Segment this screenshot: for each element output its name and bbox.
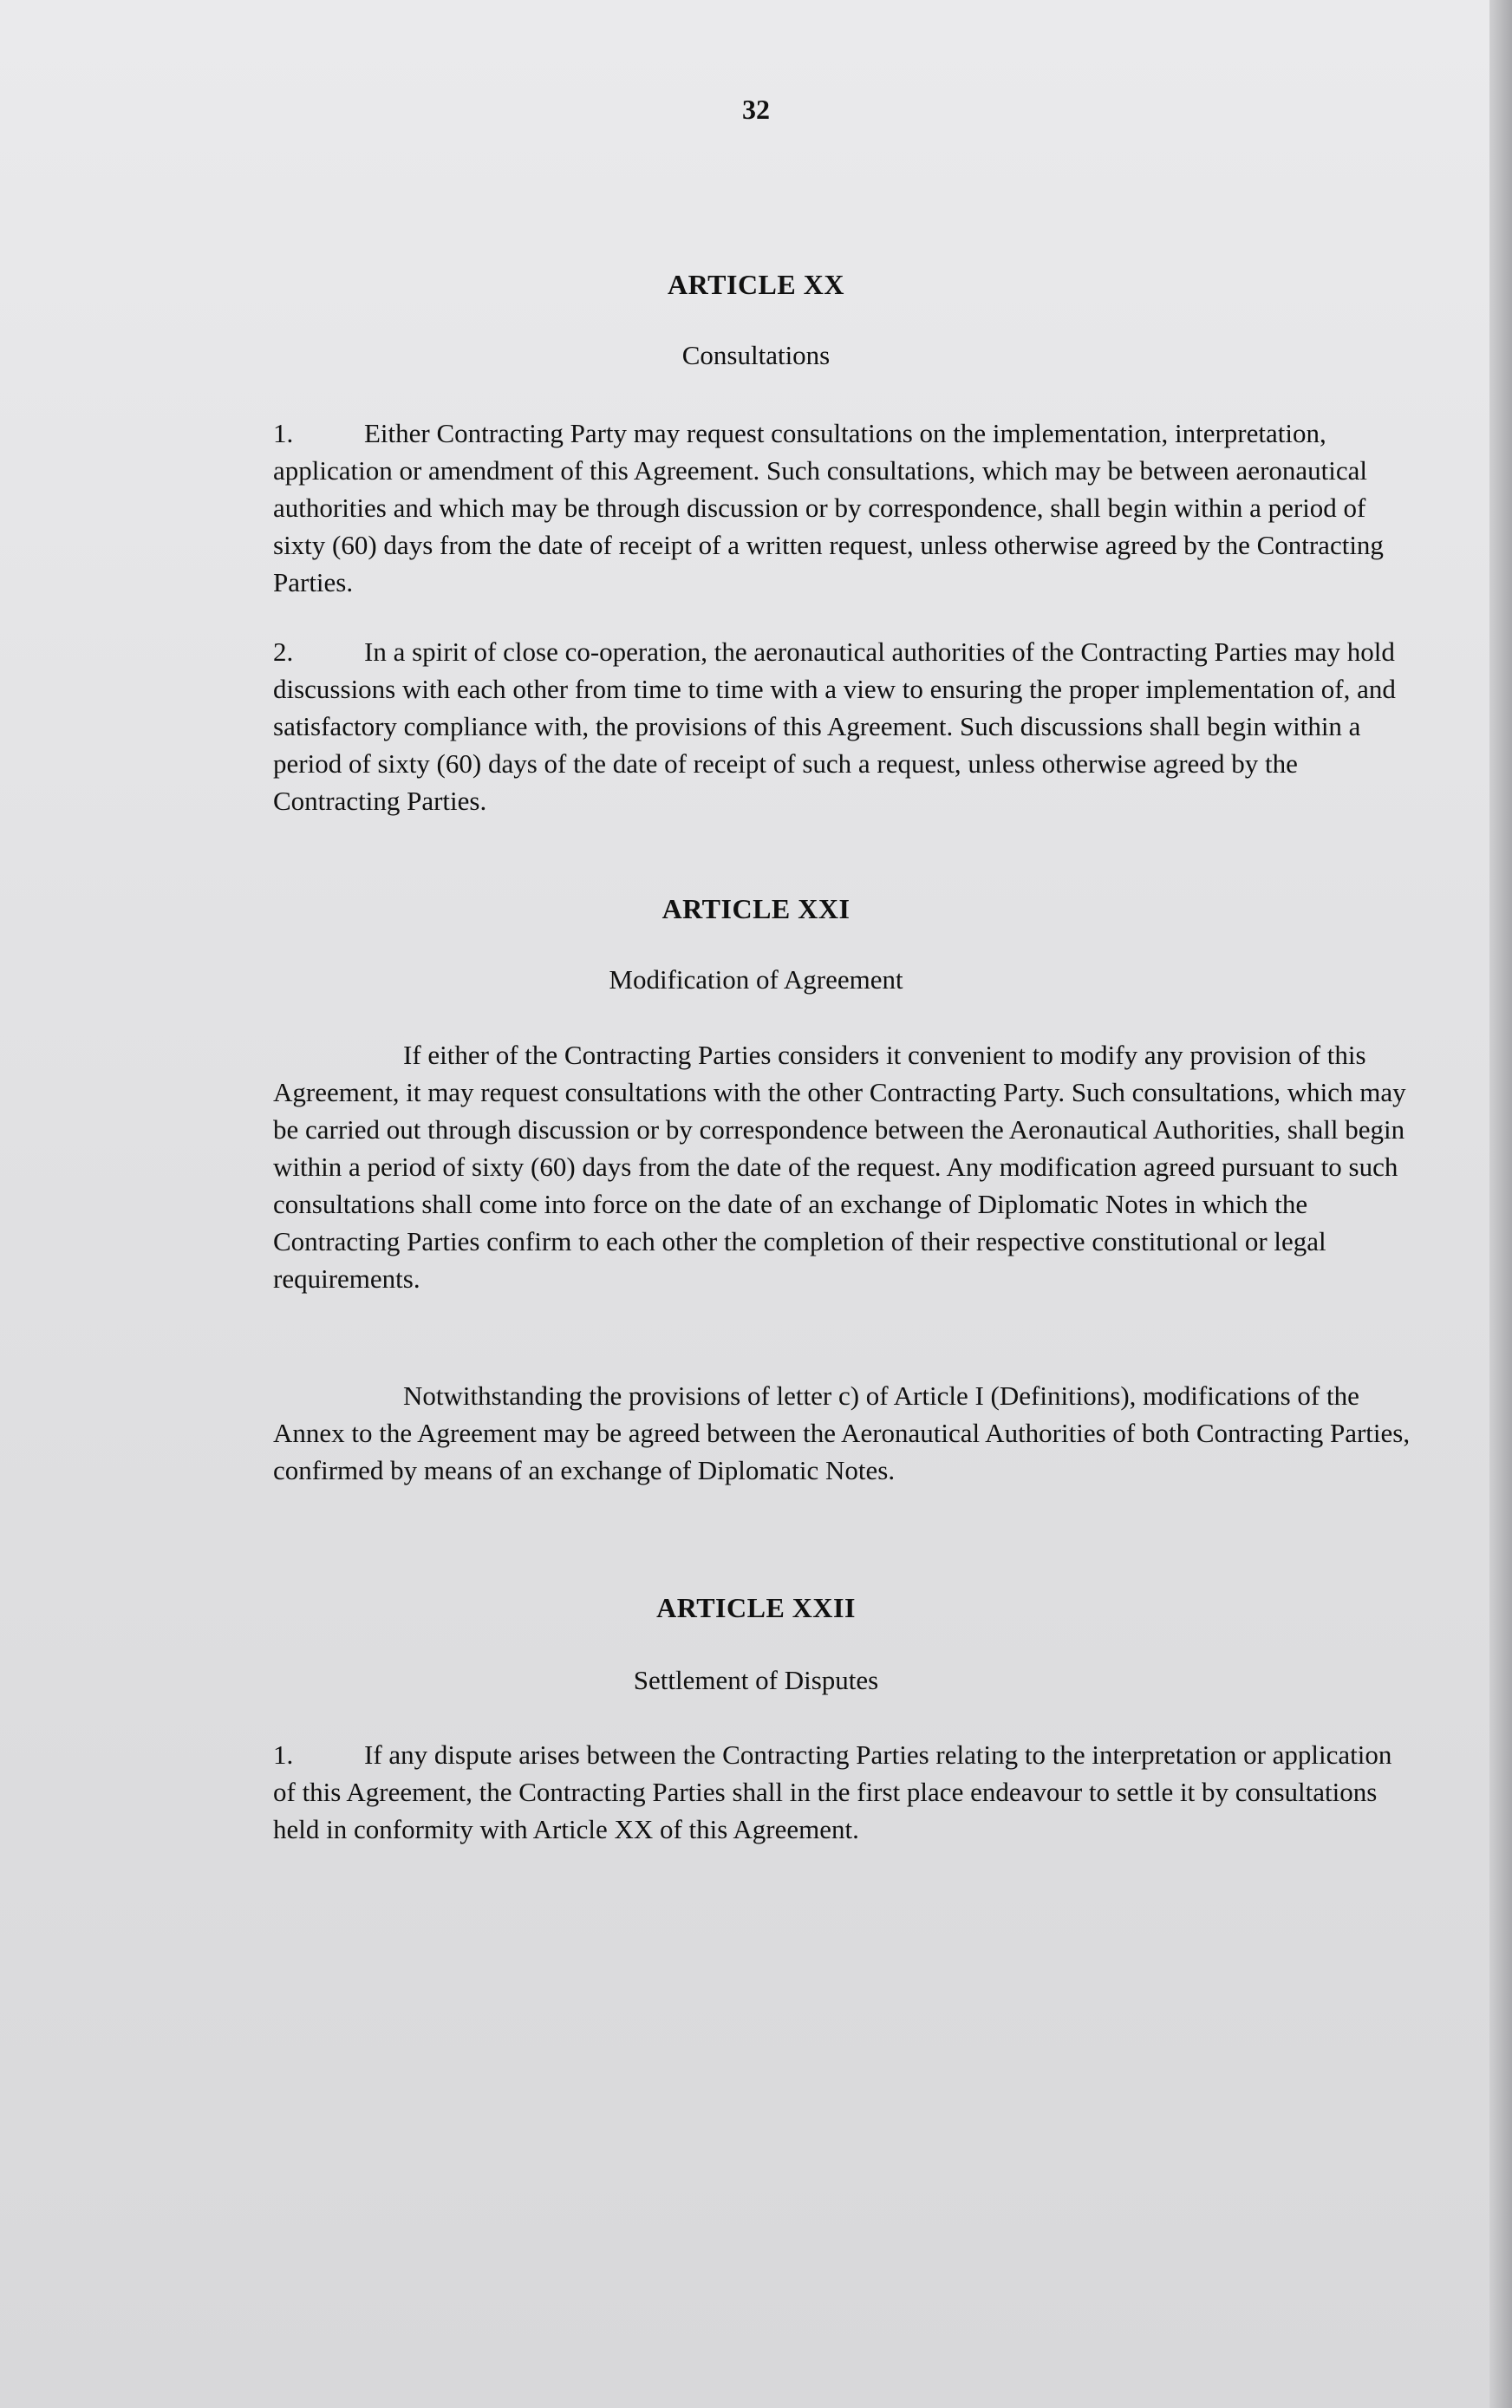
article-paragraph (273, 633, 1418, 819)
page-number: 32 (742, 94, 770, 125)
article-paragraph (273, 414, 1418, 601)
paragraph-text: If either of the Contracting Parties considers it convenient to modify any provision of this Agreement, it may request consultations with the other Contracting Party. Such consultations, which may be carried out through discussion or by correspondence between the Aeronautical Authorities, shall begin within a period of sixty (60) days from the date of the request. Any modification agreed pursuant to such consultations shall come into force on the date of an exchange of Diplomatic Notes in which the Contracting Parties confirm to each other the completion of their respective constitutional or legal requirements. (273, 1040, 1406, 1294)
paragraph-text: Notwithstanding the provisions of letter c) of Article I (Definitions), modifications of the Annex to the Agreement may be agreed between the Aeronautical Authorities of both Contracting Parties, confirmed by means of an exchange of Diplomatic Notes. (273, 1380, 1411, 1485)
article-paragraph (273, 1377, 1418, 1489)
paragraph-number: 2. (273, 636, 294, 667)
paragraph-text: If any dispute arises between the Contracting Parties relating to the interpretation or application of this Agreement, the Contracting Parties shall in the first place endeavour to settle it by consultations held in conformity with Article XX of this Agreement. (273, 1739, 1392, 1844)
paragraph-number: 1. (273, 418, 294, 448)
article-heading: ARTICLE XXI (662, 893, 850, 924)
paragraph-text: In a spirit of close co-operation, the aeronautical authorities of the Contracting Parties may hold discussions with each other from time to time with a view to ensuring the proper implementation of, and satisfactory compliance with, the provisions of this Agreement. Such discussions shall begin within a period of sixty (60) days of the date of receipt of such a request, unless otherwise agreed by the Contracting Parties. (273, 636, 1396, 816)
article-paragraph (273, 1036, 1418, 1297)
article-subtitle: Modification of Agreement (609, 964, 903, 995)
paragraph-number: 1. (273, 1739, 294, 1770)
paragraph-text: Either Contracting Party may request consultations on the implementation, interpretation, application or amendment of this Agreement. Such consultations, which may be between aeronautical authorities and which may be through discussion or by correspondence, shall begin within a period of sixty (60) days from the date of receipt of a written request, unless otherwise agreed by the Contracting Parties. (273, 418, 1384, 597)
article-subtitle: Consultations (681, 340, 831, 370)
article-heading: ARTICLE XXII (656, 1592, 856, 1623)
article-heading: ARTICLE XX (668, 269, 844, 300)
article-paragraph (273, 1736, 1418, 1848)
article-subtitle: Settlement of Disputes (633, 1665, 879, 1695)
